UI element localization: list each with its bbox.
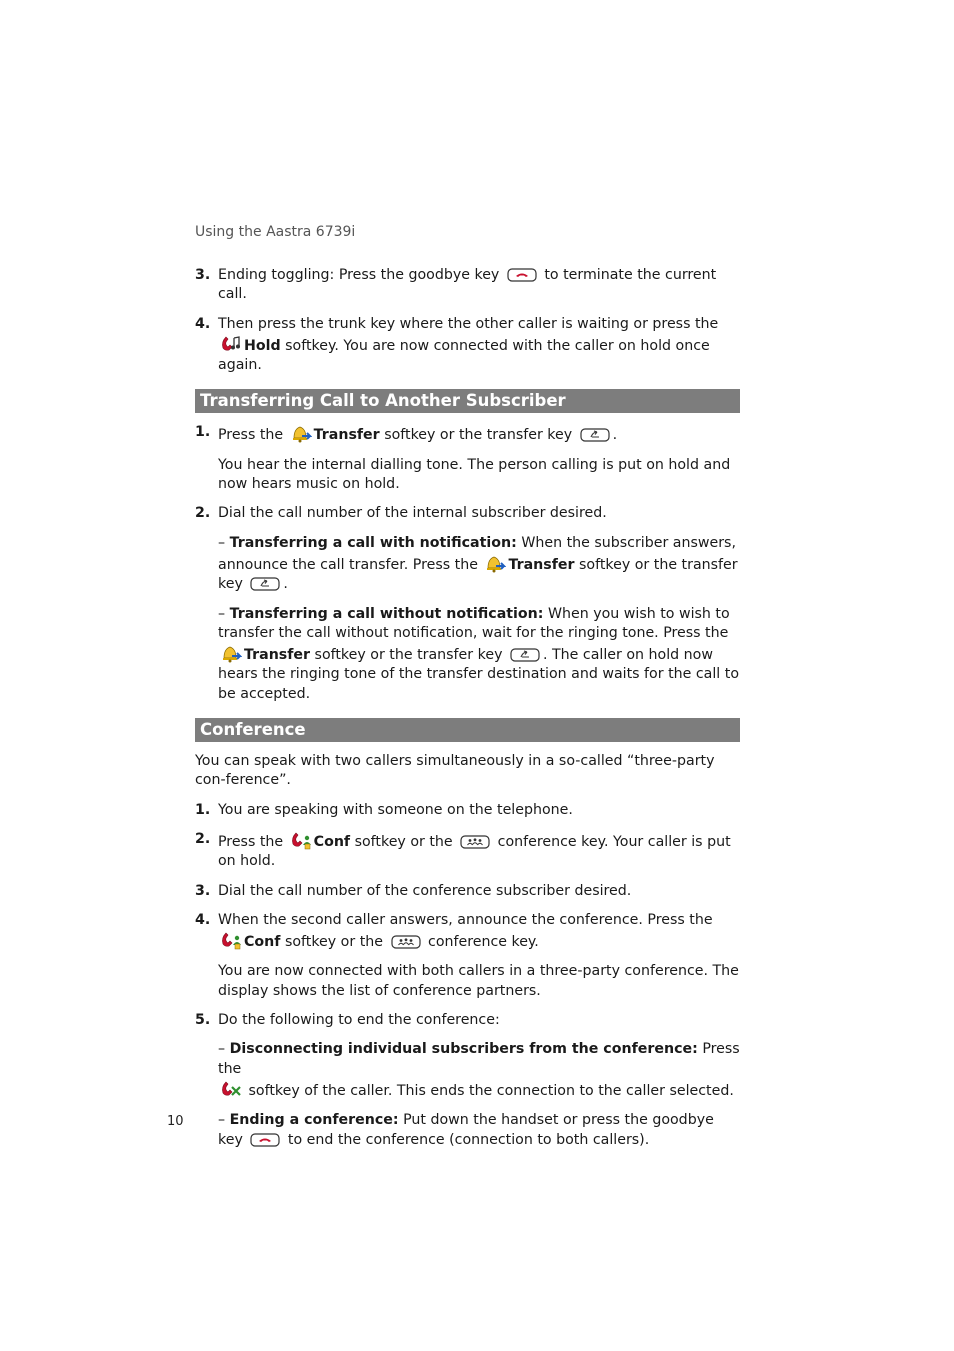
transfer-key-icon: [510, 648, 540, 662]
section-heading-conference: Conference: [195, 718, 740, 742]
step-text: to terminate the current call.: [218, 267, 717, 303]
transfer-softkey-label: Transfer: [508, 556, 575, 573]
step-number: 1.: [195, 801, 211, 818]
option-text: When you wish to wish to transfer the call without notification, wait for the ringing tone. Press the: [218, 605, 730, 641]
conf-softkey-label: Conf: [244, 934, 281, 951]
transfer-softkey-icon: [220, 643, 242, 663]
step-number: 4.: [195, 911, 211, 928]
step-number: 3.: [195, 267, 211, 283]
running-header: Using the Aastra 6739i: [195, 224, 356, 240]
option-text: softkey or the transfer key: [218, 556, 738, 593]
step-text: You are speaking with someone on the telephone.: [218, 801, 573, 818]
hold-softkey-label: Hold: [244, 337, 281, 354]
conference-step-4: [195, 911, 740, 953]
option-text: Press the: [218, 1041, 740, 1077]
step-4-return-to-hold: [195, 315, 740, 376]
disconnect-subscriber-option: [218, 1040, 740, 1101]
conference-step-1: [195, 801, 740, 820]
conference-intro: You can speak with two callers simultaneously in a so-called “three-party con-ference”.: [195, 753, 715, 789]
step-3-ending-toggling: [195, 266, 740, 305]
step-text: Do the following to end the conference:: [218, 1012, 500, 1029]
section-heading-transfer: Transferring Call to Another Subscriber: [195, 389, 740, 413]
step-number: 3.: [195, 882, 211, 899]
option-text: Put down the handset or press the goodbye key: [218, 1112, 714, 1148]
step-number: 4.: [195, 315, 211, 332]
step-text: softkey or the transfer key: [384, 427, 573, 444]
step-text: Press the: [218, 427, 284, 444]
option-title: Transferring a call without notification:: [229, 605, 544, 622]
option-title: Transferring a call with notification:: [229, 534, 517, 551]
conference-step-4-note: You are now connected with both callers in a three-party conference. The display shows the list of conference partners.: [218, 963, 739, 999]
step-text: conference key.: [428, 934, 539, 951]
transfer-without-notification: [218, 605, 740, 704]
conf-softkey-icon: [290, 830, 312, 850]
transfer-step-1-note: You hear the internal dialling tone. The person calling is put on hold and now hears music on hold.: [218, 456, 731, 493]
conference-step-5: [195, 1011, 740, 1030]
conf-softkey-icon: [220, 930, 242, 950]
step-text: softkey. You are now connected with the caller on hold once again.: [218, 337, 710, 374]
dash: –: [218, 1112, 230, 1129]
conference-step-3: [195, 882, 740, 901]
page-body: [195, 266, 740, 1160]
option-title: Ending a conference:: [229, 1112, 399, 1129]
conference-key-icon: [391, 935, 421, 949]
step-text: .: [612, 427, 618, 444]
transfer-with-notification: [218, 534, 740, 595]
conf-softkey-label: Conf: [313, 833, 351, 850]
ending-conference-option: [218, 1111, 740, 1150]
page-number: 10: [167, 1114, 184, 1129]
step-text: Then press the trunk key where the other caller is waiting or press the: [218, 315, 719, 332]
step-text: When the second caller answers, announce the conference. Press the: [218, 911, 713, 928]
dash: –: [218, 1041, 230, 1058]
option-text: softkey or the transfer key: [314, 647, 503, 664]
option-text: .: [283, 576, 288, 593]
step-number: 2.: [195, 505, 211, 522]
step-text: Ending toggling: Press the goodbye key: [218, 267, 500, 283]
step-text: Dial the call number of the conference subscriber desired.: [218, 882, 632, 899]
transfer-softkey-label: Transfer: [244, 647, 311, 664]
step-text: Dial the call number of the internal subscriber desired.: [218, 505, 607, 522]
option-text: When the subscriber answers, announce the call transfer. Press the: [218, 534, 736, 573]
step-text: conference key. Your caller is put on hold.: [218, 833, 731, 870]
transfer-key-icon: [580, 428, 610, 442]
transfer-softkey-label: Transfer: [313, 427, 380, 444]
conference-step-2: [195, 830, 740, 872]
option-text: to end the conference (connection to both callers).: [287, 1131, 650, 1148]
transfer-softkey-icon: [290, 423, 312, 443]
option-text: . The caller on hold now hears the ringing tone of the transfer destination and waits for the call to be accepted.: [218, 647, 740, 702]
dash: –: [218, 605, 230, 622]
step-number: 1.: [195, 424, 211, 441]
transfer-step-2: [195, 504, 740, 523]
option-text: softkey of the caller. This ends the connection to the caller selected.: [248, 1082, 734, 1099]
step-text: softkey or the: [354, 833, 453, 850]
step-text: softkey or the: [284, 934, 383, 951]
transfer-softkey-icon: [484, 553, 506, 573]
drop-caller-softkey-icon: [220, 1079, 242, 1099]
conference-key-icon: [460, 835, 490, 849]
step-number: 5.: [195, 1012, 211, 1029]
dash: –: [218, 534, 230, 551]
option-title: Disconnecting individual subscribers from the conference:: [229, 1041, 698, 1058]
goodbye-key-icon: [507, 268, 537, 282]
goodbye-key-icon: [250, 1133, 280, 1147]
step-text: Press the: [218, 833, 284, 850]
hold-softkey-icon: [220, 334, 242, 354]
transfer-key-icon: [250, 577, 280, 591]
transfer-step-1: [195, 423, 740, 445]
step-number: 2.: [195, 830, 211, 847]
